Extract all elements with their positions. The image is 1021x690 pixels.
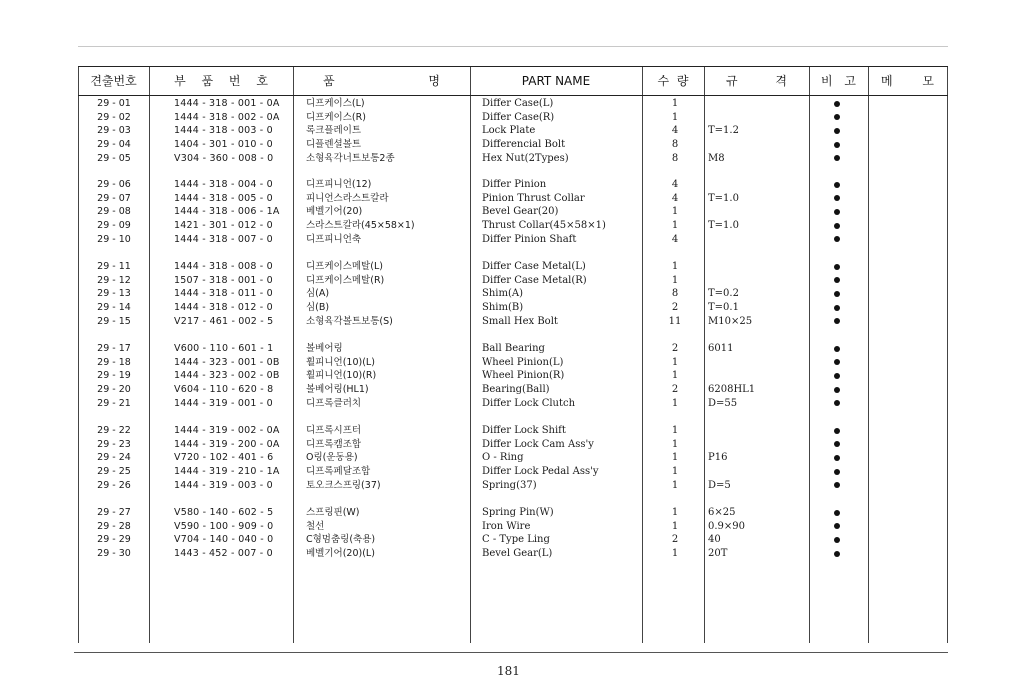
item-no: 29 - 06 (97, 179, 131, 190)
name-kr: 록크플레이트 (306, 125, 362, 137)
part-name: C - Type Ling (482, 534, 550, 546)
bottom-rule (74, 652, 948, 653)
part-no: V720 - 102 - 401 - 6 (174, 452, 274, 464)
qty: 4 (671, 233, 679, 245)
qty: 1 (671, 261, 679, 272)
table-row (78, 506, 948, 520)
part-no: 1444 - 319 - 003 - 0 (174, 479, 273, 491)
part-name: O - Ring (482, 452, 524, 464)
header-part-name: PART NAME (521, 74, 591, 88)
part-no: V704 - 140 - 040 - 0 (174, 534, 274, 546)
item-no: 29 - 29 (97, 534, 131, 546)
part-no: 1444 - 318 - 006 - 1A (174, 206, 280, 218)
name-kr: 디프록캠조합 (306, 438, 362, 450)
spec: 6011 (708, 343, 734, 354)
part-name: Differ Case Metal(L) (482, 261, 586, 272)
part-name: Differ Lock Shift (482, 425, 566, 436)
qty: 1 (671, 356, 679, 368)
part-no: 1444 - 318 - 005 - 0 (174, 192, 273, 204)
part-name: Lock Plate (482, 125, 536, 137)
qty: 1 (671, 397, 679, 409)
qty: 1 (671, 220, 679, 232)
table-row (78, 424, 948, 438)
part-no: 1444 - 318 - 012 - 0 (174, 302, 273, 314)
header-remarks: 비 고 (821, 74, 856, 88)
remark-dot (830, 451, 844, 465)
name-kr: 휠피니언(10)(L) (306, 356, 375, 368)
item-no: 29 - 04 (97, 139, 131, 151)
remark-dot (830, 219, 844, 233)
part-no: V580 - 140 - 602 - 5 (174, 507, 274, 518)
table-row (78, 533, 948, 547)
qty: 1 (671, 438, 679, 450)
table-row (78, 178, 948, 192)
part-no: V217 - 461 - 002 - 5 (174, 315, 274, 327)
name-kr: 소형육각볼트보통(S) (306, 315, 393, 327)
name-kr: 스라스트칼라(45×58×1) (306, 220, 415, 232)
qty: 2 (671, 384, 679, 396)
part-no: 1421 - 301 - 012 - 0 (174, 220, 273, 232)
part-no: V600 - 110 - 601 - 1 (174, 343, 274, 354)
qty: 8 (671, 288, 679, 300)
spec: 6208HL1 (708, 384, 756, 396)
part-no: 1404 - 301 - 010 - 0 (174, 139, 273, 151)
qty: 1 (671, 520, 679, 532)
table-row (78, 152, 948, 166)
item-no: 29 - 02 (97, 111, 131, 123)
item-no: 29 - 05 (97, 152, 131, 164)
row-group (78, 424, 948, 492)
remark-dot (830, 111, 844, 125)
qty: 1 (671, 466, 679, 478)
part-no: V604 - 110 - 620 - 8 (174, 384, 274, 396)
item-no: 29 - 13 (97, 288, 131, 300)
qty: 2 (671, 343, 679, 354)
remark-dot (830, 274, 844, 288)
spec: M10×25 (708, 315, 753, 327)
item-no: 29 - 09 (97, 220, 131, 232)
name-kr: 피니언스라스트칼라 (306, 192, 389, 204)
part-name: Differ Lock Pedal Ass'y (482, 466, 599, 478)
remark-dot (830, 383, 844, 397)
part-no: 1444 - 318 - 004 - 0 (174, 179, 273, 190)
qty: 1 (671, 274, 679, 286)
table-row (78, 138, 948, 152)
item-no: 29 - 14 (97, 302, 131, 314)
table-row (78, 274, 948, 288)
remark-dot (830, 178, 844, 192)
table-row (78, 219, 948, 233)
name-kr: 휠피니언(10)(R) (306, 370, 377, 382)
table-row (78, 383, 948, 397)
part-name: Differ Lock Clutch (482, 397, 576, 409)
item-no: 29 - 22 (97, 425, 131, 436)
part-name: Shim(A) (482, 288, 523, 300)
part-no: 1444 - 319 - 200 - 0A (174, 438, 280, 450)
part-name: Differ Case(R) (482, 111, 555, 123)
part-no: 1444 - 318 - 003 - 0 (174, 125, 273, 137)
table-row (78, 301, 948, 315)
remark-dot (830, 533, 844, 547)
remark-dot (830, 260, 844, 274)
remark-dot (830, 479, 844, 493)
part-name: Pinion Thrust Collar (482, 192, 585, 204)
table-row (78, 397, 948, 411)
item-no: 29 - 01 (97, 98, 131, 109)
name-kr: O링(운동용) (306, 452, 358, 464)
remark-dot (830, 124, 844, 138)
spec: T=0.1 (708, 302, 739, 314)
item-no: 29 - 20 (97, 384, 131, 396)
remark-dot (830, 287, 844, 301)
spec: 40 (708, 534, 721, 546)
spec: P16 (708, 452, 728, 464)
table-row (78, 260, 948, 274)
qty: 1 (671, 111, 679, 123)
row-group (78, 97, 948, 165)
table-row (78, 315, 948, 329)
spec: M8 (708, 152, 725, 164)
page-number: 181 (497, 664, 520, 678)
part-name: Spring(37) (482, 479, 537, 491)
name-kr: 디프케이스메탈(R) (306, 274, 385, 286)
remark-dot (830, 369, 844, 383)
item-no: 29 - 28 (97, 520, 131, 532)
name-kr: 스프링핀(W) (306, 507, 360, 518)
qty: 8 (671, 139, 679, 151)
part-name: Differencial Bolt (482, 139, 566, 151)
item-no: 29 - 19 (97, 370, 131, 382)
part-no: 1443 - 452 - 007 - 0 (174, 548, 273, 560)
remark-dot (830, 506, 844, 520)
remark-dot (830, 465, 844, 479)
table-header (78, 66, 948, 96)
remark-dot (830, 397, 844, 411)
part-name: Differ Case(L) (482, 98, 554, 109)
name-kr: C형멈춤링(축용) (306, 534, 376, 546)
item-no: 29 - 12 (97, 274, 131, 286)
table-row (78, 547, 948, 561)
qty: 1 (671, 548, 679, 560)
name-kr: 볼베어링(HL1) (306, 384, 369, 396)
part-no: 1444 - 318 - 002 - 0A (174, 111, 280, 123)
name-kr: 디프피니언축 (306, 233, 362, 245)
spec: D=5 (708, 479, 731, 491)
part-no: 1444 - 319 - 210 - 1A (174, 466, 280, 478)
table-row (78, 438, 948, 452)
name-kr: 철선 (306, 520, 325, 532)
remark-dot (830, 138, 844, 152)
name-kr: 디프록클러치 (306, 397, 362, 409)
part-no: 1444 - 318 - 011 - 0 (174, 288, 273, 300)
spec: 6×25 (708, 507, 736, 518)
header-part-no: 부 품 번 호 (174, 74, 268, 88)
remark-dot (830, 520, 844, 534)
remark-dot (830, 301, 844, 315)
table-row (78, 192, 948, 206)
qty: 8 (671, 152, 679, 164)
remark-dot (830, 356, 844, 370)
header-name-kr: 품 명 (323, 74, 440, 88)
part-no: 1444 - 323 - 002 - 0B (174, 370, 280, 382)
part-name: Bevel Gear(L) (482, 548, 553, 560)
spec: D=55 (708, 397, 738, 409)
name-kr: 베벨기어(20)(L) (306, 548, 375, 560)
item-no: 29 - 27 (97, 507, 131, 518)
qty: 1 (671, 370, 679, 382)
table-row (78, 97, 948, 111)
remark-dot (830, 192, 844, 206)
qty: 11 (668, 315, 682, 327)
item-no: 29 - 10 (97, 233, 131, 245)
qty: 2 (671, 534, 679, 546)
table-row (78, 205, 948, 219)
item-no: 29 - 08 (97, 206, 131, 218)
part-name: Differ Pinion Shaft (482, 233, 577, 245)
part-no: V590 - 100 - 909 - 0 (174, 520, 274, 532)
row-group (78, 342, 948, 410)
part-name: Differ Case Metal(R) (482, 274, 587, 286)
spec: T=1.0 (708, 220, 739, 232)
name-kr: 디프피니언(12) (306, 179, 372, 190)
item-no: 29 - 30 (97, 548, 131, 560)
remark-dot (830, 97, 844, 111)
remark-dot (830, 342, 844, 356)
part-name: Bearing(Ball) (482, 384, 550, 396)
remark-dot (830, 152, 844, 166)
name-kr: 디프케이스메탈(L) (306, 261, 383, 272)
row-group (78, 260, 948, 328)
remark-dot (830, 233, 844, 247)
item-no: 29 - 23 (97, 438, 131, 450)
part-name: Differ Pinion (482, 179, 547, 190)
row-group (78, 506, 948, 561)
item-no: 29 - 21 (97, 397, 131, 409)
spec: T=1.0 (708, 192, 739, 204)
qty: 1 (671, 425, 679, 436)
part-no: V304 - 360 - 008 - 0 (174, 152, 274, 164)
part-name: Wheel Pinion(L) (482, 356, 564, 368)
table-row (78, 479, 948, 493)
part-name: Iron Wire (482, 520, 531, 532)
header-memo: 메 모 (881, 74, 934, 88)
item-no: 29 - 24 (97, 452, 131, 464)
remark-dot (830, 315, 844, 329)
table-row (78, 124, 948, 138)
name-kr: 심(A) (306, 288, 330, 300)
name-kr: 베벨기어(20) (306, 206, 363, 218)
part-name: Shim(B) (482, 302, 524, 314)
item-no: 29 - 11 (97, 261, 131, 272)
table-row (78, 520, 948, 534)
item-no: 29 - 18 (97, 356, 131, 368)
name-kr: 디프케이스(L) (306, 98, 365, 109)
table-row (78, 369, 948, 383)
part-name: Spring Pin(W) (482, 507, 554, 518)
item-no: 29 - 07 (97, 192, 131, 204)
qty: 1 (671, 98, 679, 109)
remark-dot (830, 547, 844, 561)
table-row (78, 342, 948, 356)
name-kr: 디프록시프터 (306, 425, 362, 436)
part-name: Wheel Pinion(R) (482, 370, 565, 382)
row-group (78, 178, 948, 246)
name-kr: 볼베어링 (306, 343, 343, 354)
spec: T=1.2 (708, 125, 739, 137)
part-name: Thrust Collar(45×58×1) (482, 220, 606, 232)
qty: 1 (671, 507, 679, 518)
table-row (78, 111, 948, 125)
table-row (78, 465, 948, 479)
part-no: 1444 - 323 - 001 - 0B (174, 356, 280, 368)
part-name: Ball Bearing (482, 343, 545, 354)
remark-dot (830, 424, 844, 438)
qty: 4 (671, 125, 679, 137)
header-spec: 규 격 (726, 74, 787, 88)
table-row (78, 233, 948, 247)
part-name: Small Hex Bolt (482, 315, 558, 327)
part-no: 1444 - 319 - 002 - 0A (174, 425, 280, 436)
name-kr: 디프케이스(R) (306, 111, 366, 123)
table-row (78, 451, 948, 465)
part-name: Bevel Gear(20) (482, 206, 559, 218)
part-no: 1444 - 318 - 007 - 0 (174, 233, 273, 245)
part-name: Differ Lock Cam Ass'y (482, 438, 594, 450)
item-no: 29 - 15 (97, 315, 131, 327)
item-no: 29 - 17 (97, 343, 131, 354)
table-row (78, 356, 948, 370)
qty: 2 (671, 302, 679, 314)
qty: 1 (671, 206, 679, 218)
header-item-no: 견출번호 (90, 74, 137, 88)
item-no: 29 - 25 (97, 466, 131, 478)
name-kr: 디플렌셜볼트 (306, 139, 362, 151)
name-kr: 디프록페달조합 (306, 466, 371, 478)
parts-table (78, 66, 948, 643)
spec: T=0.2 (708, 288, 739, 300)
top-rule (78, 46, 948, 47)
part-no: 1444 - 319 - 001 - 0 (174, 397, 273, 409)
name-kr: 토오크스프링(37) (306, 479, 381, 491)
qty: 1 (671, 479, 679, 491)
item-no: 29 - 03 (97, 125, 131, 137)
part-no: 1507 - 318 - 001 - 0 (174, 274, 273, 286)
part-no: 1444 - 318 - 008 - 0 (174, 261, 273, 272)
name-kr: 소형육각너트보통2종 (306, 152, 395, 164)
table-row (78, 287, 948, 301)
part-name: Hex Nut(2Types) (482, 152, 569, 164)
qty: 4 (671, 192, 679, 204)
name-kr: 심(B) (306, 302, 330, 314)
remark-dot (830, 205, 844, 219)
spec: 20T (708, 548, 728, 560)
part-no: 1444 - 318 - 001 - 0A (174, 98, 280, 109)
qty: 1 (671, 452, 679, 464)
spec: 0.9×90 (708, 520, 746, 532)
remark-dot (830, 438, 844, 452)
item-no: 29 - 26 (97, 479, 131, 491)
qty: 4 (671, 179, 679, 190)
header-qty: 수 량 (657, 74, 689, 88)
